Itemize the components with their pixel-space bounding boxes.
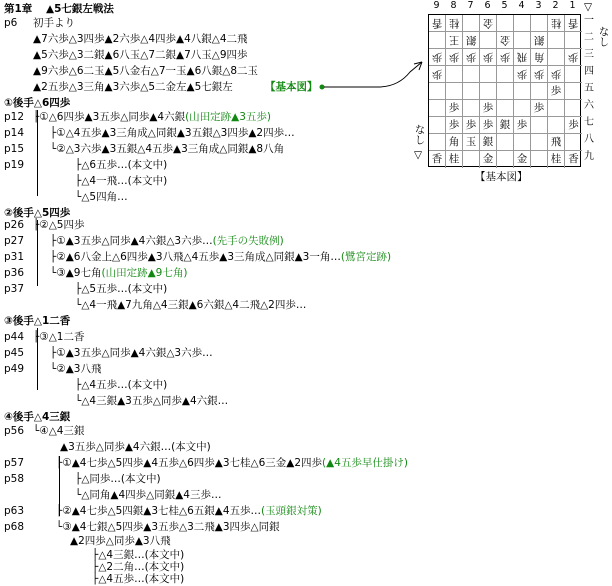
gote-hand: なし	[597, 26, 610, 47]
page-ref: p63	[4, 505, 25, 517]
board-square	[531, 83, 548, 100]
section-title: ④後手△4三銀	[4, 411, 71, 423]
sente-piece: 歩	[516, 119, 528, 131]
column-number: 3	[535, 0, 542, 11]
board-square	[531, 32, 548, 49]
variation-line: ├△4三銀…(本文中)	[92, 549, 185, 561]
variation-line: ├②▲6八金上△6四歩▲3八飛△4五歩▲3三角成△同銀▲3一角…(鷺宮定跡)	[50, 251, 392, 263]
board-square	[463, 151, 480, 168]
board-square	[565, 151, 582, 168]
variation-line: ├△2二角…(本文中)	[92, 561, 185, 573]
board-square	[497, 83, 514, 100]
intro-lead: 初手より	[33, 17, 75, 29]
board-square	[514, 151, 531, 168]
board-square	[497, 66, 514, 83]
column-number: 7	[467, 0, 474, 11]
board-square	[429, 49, 446, 66]
board-square	[429, 117, 446, 134]
sente-piece: 飛	[550, 136, 562, 148]
row-number: 六	[584, 100, 594, 111]
page-ref: p45	[4, 347, 25, 359]
sente-piece: 歩	[550, 85, 562, 97]
sente-piece: 歩	[448, 102, 460, 114]
row-number: 三	[584, 49, 594, 60]
page-ref: p57	[4, 457, 25, 469]
board-square	[565, 100, 582, 117]
page-ref: p6	[4, 17, 18, 29]
board-square	[497, 32, 514, 49]
board-square	[514, 15, 531, 32]
board-square	[531, 49, 548, 66]
sente-piece: 歩	[448, 119, 460, 131]
page-ref: p56	[4, 425, 25, 437]
gote-piece: 飛	[516, 51, 528, 63]
board-square	[463, 100, 480, 117]
row-number: 二	[584, 32, 594, 43]
column-number: 2	[552, 0, 559, 11]
column-number: 9	[433, 0, 440, 11]
board-square	[497, 151, 514, 168]
board-square	[548, 83, 565, 100]
page-ref: p19	[4, 159, 25, 171]
gote-piece: 金	[482, 17, 494, 29]
gote-piece: 香	[568, 17, 579, 29]
board-square	[565, 49, 582, 66]
board-square	[463, 134, 480, 151]
board-square	[565, 66, 582, 83]
variation-line: └△4三銀▲3五歩△同歩▲4六銀…	[75, 395, 229, 407]
board-square	[514, 32, 531, 49]
diagram-caption: 【基本図】	[475, 171, 528, 183]
board-square	[548, 134, 565, 151]
variation-line: ├①△4五歩▲3三角成△同銀▲3五銀△3四歩▲2四歩…	[50, 127, 295, 139]
board-square	[463, 15, 480, 32]
board-square	[480, 100, 497, 117]
board-square	[514, 134, 531, 151]
row-number: 八	[584, 134, 594, 145]
variation-line: ├①△6四歩▲3五歩△同歩▲4六銀(山田定跡▲3五歩)	[33, 111, 272, 123]
gote-hand-mark: ▽	[584, 1, 593, 13]
variation-line: ├②△5四歩	[33, 219, 85, 231]
section-title: ②後手△5四歩	[4, 207, 71, 219]
sente-piece: 歩	[533, 102, 545, 114]
page-ref: p44	[4, 331, 25, 343]
variation-line: ├△4一飛…(本文中)	[75, 175, 168, 187]
board-square	[514, 49, 531, 66]
board-square	[497, 49, 514, 66]
sente-piece: 桂	[550, 153, 562, 165]
variation-line: └③▲9七角(山田定跡▲9七角)	[50, 267, 188, 279]
variation-line: ├②▲4七歩△5四銀▲3七桂△6五銀▲4五歩…(玉頭銀対策)	[56, 505, 322, 517]
row-number: 五	[584, 83, 594, 94]
variation-line: └③▲4七銀△5四歩▲3五歩△3二飛▲3四歩△同銀	[56, 521, 280, 533]
board-square	[480, 151, 497, 168]
board-square	[463, 32, 480, 49]
sente-piece: 香	[568, 153, 579, 165]
board-square	[446, 15, 463, 32]
board-square	[480, 134, 497, 151]
variation-line: ├△4五歩…(本文中)	[92, 573, 185, 585]
chapter-number: 第1章	[4, 3, 33, 15]
row-number: 四	[584, 66, 594, 77]
shogi-board	[428, 14, 581, 167]
row-number: 一	[584, 15, 594, 26]
board-square	[446, 32, 463, 49]
board-square	[548, 49, 565, 66]
page-ref: p26	[4, 219, 25, 231]
variation-line: └②▲3八飛	[50, 363, 102, 375]
variation-line: └△5四角…	[75, 191, 128, 203]
variation-line: └②△3六歩▲3五銀△4五歩▲3三角成△同銀▲8八角	[50, 143, 285, 155]
board-square	[531, 134, 548, 151]
section-title: ①後手△6四歩	[4, 97, 71, 109]
board-square	[565, 32, 582, 49]
board-square	[429, 15, 446, 32]
board-square	[531, 151, 548, 168]
board-square	[429, 100, 446, 117]
board-square	[446, 117, 463, 134]
board-square	[480, 15, 497, 32]
board-square	[497, 134, 514, 151]
board-square	[463, 117, 480, 134]
board-square	[514, 66, 531, 83]
sente-piece: 歩	[465, 119, 477, 131]
page-ref: p27	[4, 235, 25, 247]
gote-piece: 王	[448, 34, 460, 46]
variation-line: ├△5五歩…(本文中)	[75, 283, 168, 295]
board-square	[531, 100, 548, 117]
chapter-title: ▲5七銀左戦法	[46, 3, 114, 15]
board-square	[514, 100, 531, 117]
board-square	[480, 49, 497, 66]
board-square	[531, 15, 548, 32]
page-ref: p15	[4, 143, 25, 155]
gote-piece: 歩	[533, 68, 545, 80]
sente-piece: 歩	[482, 102, 494, 114]
board-square	[565, 83, 582, 100]
sente-hand-mark: ▽	[414, 149, 423, 161]
gote-piece: 歩	[448, 51, 460, 63]
intro-move-line: ▲7六歩△3四歩▲2六歩△4四歩▲4八銀△4二飛	[33, 33, 248, 45]
sente-piece: 玉	[465, 136, 477, 148]
board-square	[446, 151, 463, 168]
page-ref: p31	[4, 251, 25, 263]
page-ref: p49	[4, 363, 25, 375]
gote-piece: 歩	[465, 51, 477, 63]
gote-piece: 桂	[448, 17, 460, 29]
sente-piece: 香	[431, 153, 443, 165]
variation-line: ├③△1二香	[33, 331, 85, 343]
board-square	[463, 66, 480, 83]
board-square	[548, 32, 565, 49]
sente-piece: 銀	[482, 136, 494, 148]
sente-piece: 歩	[482, 119, 494, 131]
column-number: 8	[450, 0, 457, 11]
board-square	[480, 66, 497, 83]
page-ref: p36	[4, 267, 25, 279]
board-square	[497, 117, 514, 134]
intro-move-line: ▲2五歩△3三角▲3六歩△5二金左▲5七銀左	[33, 81, 233, 93]
arrow-to-diagram	[318, 60, 430, 96]
variation-line: └△4一飛▲7九角△4三銀▲6六銀△4二飛△2四歩…	[75, 299, 307, 311]
section-title: ③後手△1二香	[4, 315, 71, 327]
board-square	[429, 83, 446, 100]
gote-piece: 歩	[431, 68, 443, 80]
board-square	[446, 134, 463, 151]
sente-piece: 金	[482, 153, 494, 165]
board-square	[548, 100, 565, 117]
board-square	[565, 134, 582, 151]
board-square	[429, 151, 446, 168]
variation-line: ├①▲3五歩△同歩▲4六銀△3六歩…(先手の失敗例)	[50, 235, 284, 247]
board-square	[446, 66, 463, 83]
sente-piece: 桂	[448, 153, 460, 165]
intro-move-line: ▲5六歩△3二銀▲6八玉△7二銀▲7八玉△9四歩	[33, 49, 248, 61]
variation-line: ├△4五歩…(本文中)	[75, 379, 168, 391]
gote-piece: 香	[431, 17, 443, 29]
variation-line: ├△6五歩…(本文中)	[75, 159, 168, 171]
gote-piece: 歩	[568, 51, 579, 63]
board-square	[480, 83, 497, 100]
sente-piece: 金	[516, 153, 528, 165]
board-square	[548, 117, 565, 134]
intro-move-line: ▲9六歩△6二玉▲5八金右△7一玉▲6八銀△8二玉	[33, 65, 259, 77]
board-square	[480, 117, 497, 134]
row-number: 九	[584, 151, 594, 162]
gote-piece: 角	[533, 51, 545, 63]
variation-line: ▲2四歩△同歩▲3八飛	[70, 535, 171, 547]
variation-line: ├①▲4七歩△5四歩▲4五歩△6四歩▲3七桂△6三金▲2四歩(▲4五歩早仕掛け)	[56, 457, 408, 469]
gote-piece: 歩	[499, 51, 511, 63]
gote-piece: 銀	[465, 34, 477, 46]
variation-line: └△同角▲4四歩△同銀▲4三歩…	[75, 489, 222, 501]
variation-line: ├△同歩…(本文中)	[75, 473, 161, 485]
board-square	[514, 83, 531, 100]
column-number: 6	[484, 0, 491, 11]
gote-piece: 歩	[482, 51, 494, 63]
board-square	[480, 32, 497, 49]
board-square	[565, 117, 582, 134]
row-number: 七	[584, 117, 594, 128]
board-square	[531, 66, 548, 83]
column-number: 5	[501, 0, 508, 11]
board-square	[548, 151, 565, 168]
page-ref: p68	[4, 521, 25, 533]
board-square	[446, 49, 463, 66]
board-square	[446, 100, 463, 117]
board-square	[463, 83, 480, 100]
board-square	[497, 15, 514, 32]
sente-hand: なし	[413, 124, 426, 145]
column-number: 4	[518, 0, 525, 11]
board-square	[497, 100, 514, 117]
sente-piece: 歩	[568, 119, 579, 131]
gote-piece: 金	[499, 34, 511, 46]
gote-piece: 銀	[533, 34, 545, 46]
board-square	[429, 134, 446, 151]
board-square	[548, 15, 565, 32]
board-square	[463, 49, 480, 66]
board-square	[429, 32, 446, 49]
gote-piece: 歩	[516, 68, 528, 80]
sente-piece: 銀	[499, 119, 511, 131]
page-ref: p14	[4, 127, 25, 139]
board-square	[446, 83, 463, 100]
board-square	[429, 66, 446, 83]
board-square	[531, 117, 548, 134]
variation-line: └④△4三銀	[33, 425, 85, 437]
variation-line: ├①▲3五歩△同歩▲4六銀△3六歩…	[50, 347, 213, 359]
gote-piece: 歩	[431, 51, 443, 63]
variation-line: ▲3五歩△同歩▲4六銀…(本文中)	[60, 441, 211, 453]
page-ref: p12	[4, 111, 25, 123]
page-ref: p37	[4, 283, 25, 295]
sente-piece: 角	[448, 136, 460, 148]
gote-piece: 歩	[550, 68, 562, 80]
board-square	[514, 117, 531, 134]
base-position-label: 【基本図】	[265, 81, 318, 93]
board-square	[565, 15, 582, 32]
page-ref: p58	[4, 473, 25, 485]
board-square	[548, 66, 565, 83]
gote-piece: 桂	[550, 17, 562, 29]
column-number: 1	[569, 0, 576, 11]
